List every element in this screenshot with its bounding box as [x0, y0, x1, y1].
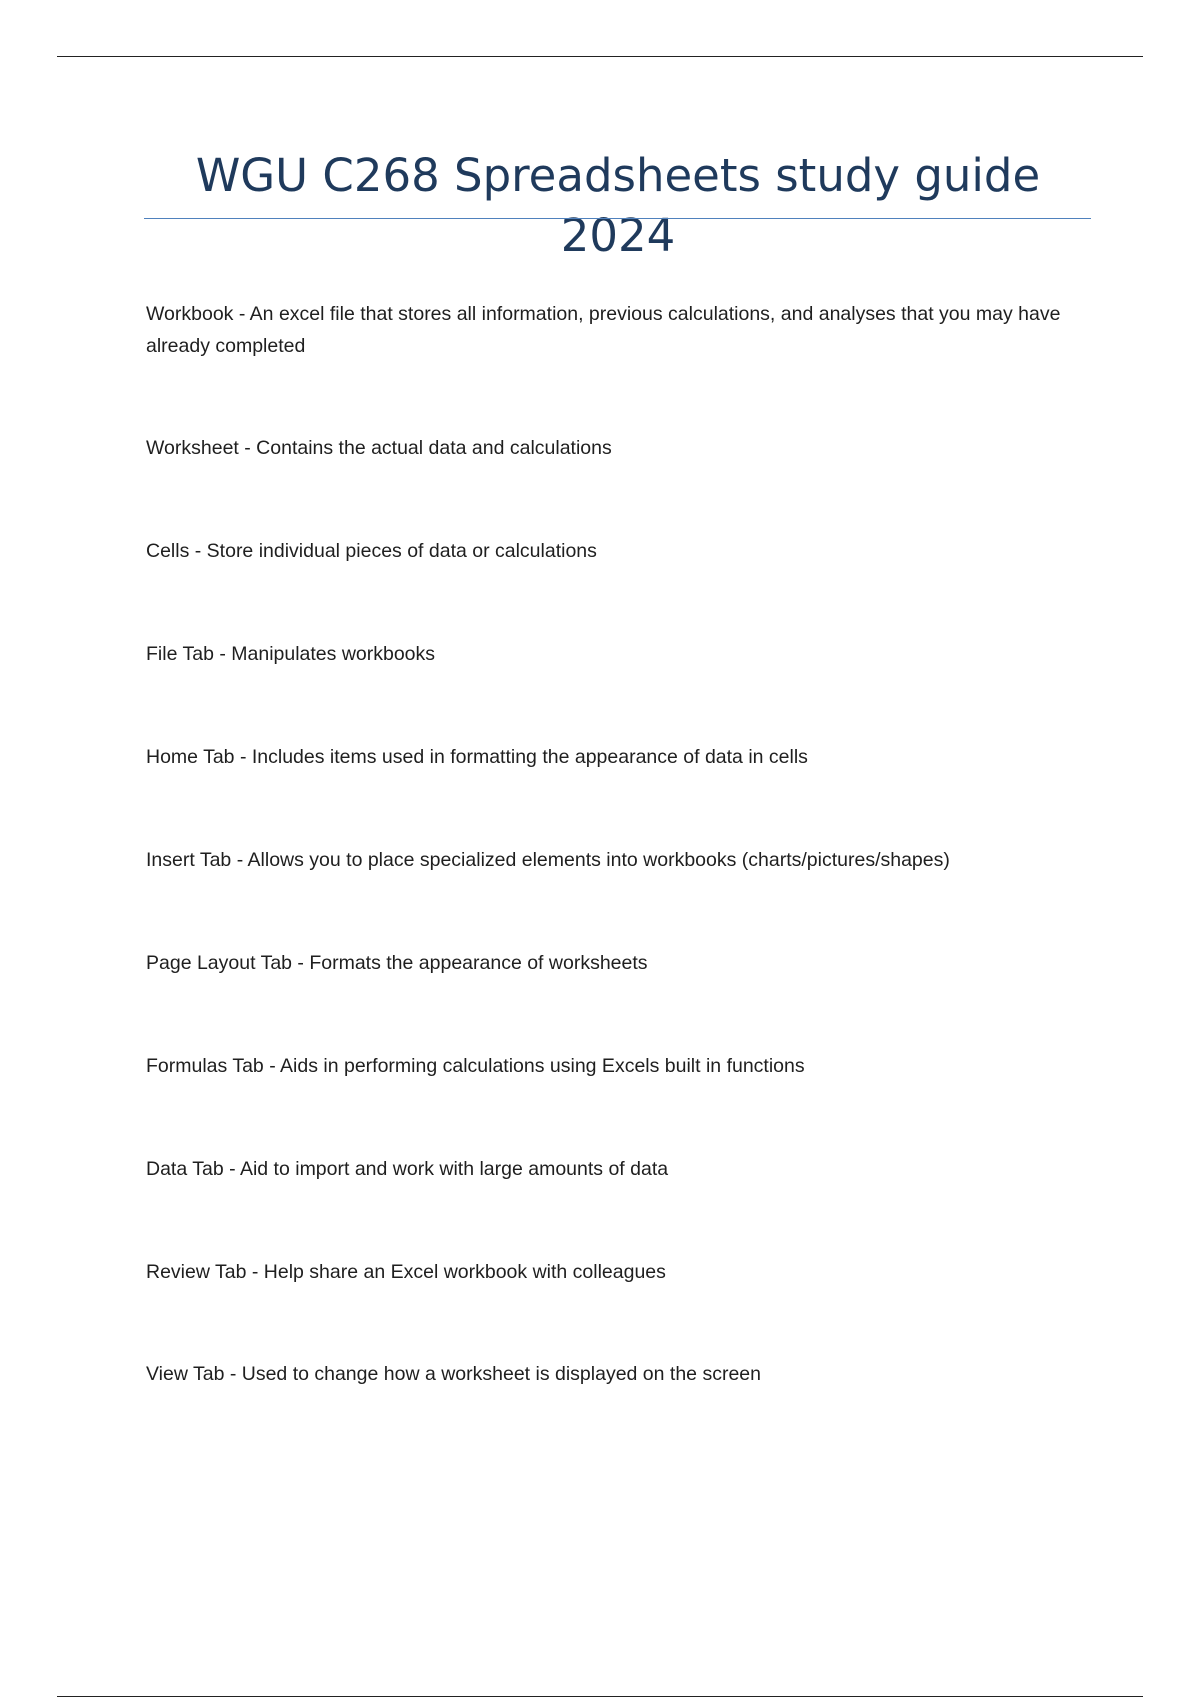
definition-item-view-tab: View Tab - Used to change how a worksheet is displayed on the screen [146, 1363, 761, 1385]
definition-item-data-tab: Data Tab - Aid to import and work with large amounts of data [146, 1158, 669, 1180]
page-title: WGU C268 Spreadsheets study guide 2024 [195, 149, 1041, 262]
definition-item-worksheet: Worksheet - Contains the actual data and calculations [146, 437, 612, 459]
page-top-rule [57, 56, 1143, 57]
definition-item-cells: Cells - Store individual pieces of data or calculations [146, 540, 597, 562]
definition-item-formulas-tab: Formulas Tab - Aids in performing calculations using Excels built in functions [146, 1055, 805, 1077]
definition-item-review-tab: Review Tab - Help share an Excel workbook with colleagues [146, 1261, 666, 1283]
definition-item-file-tab: File Tab - Manipulates workbooks [146, 643, 436, 665]
definition-item-home-tab: Home Tab - Includes items used in formatting the appearance of data in cells [146, 746, 808, 768]
definition-item-insert-tab: Insert Tab - Allows you to place specialized elements into workbooks (charts/pictures/shapes) [146, 849, 950, 871]
title-underline [144, 218, 1091, 219]
page-bottom-rule [57, 1696, 1143, 1697]
definition-item-page-layout-tab: Page Layout Tab - Formats the appearance of worksheets [146, 952, 648, 974]
definition-item-workbook: Workbook - An excel file that stores all information, previous calculations, and analyses that you may have already completed [146, 303, 1061, 357]
